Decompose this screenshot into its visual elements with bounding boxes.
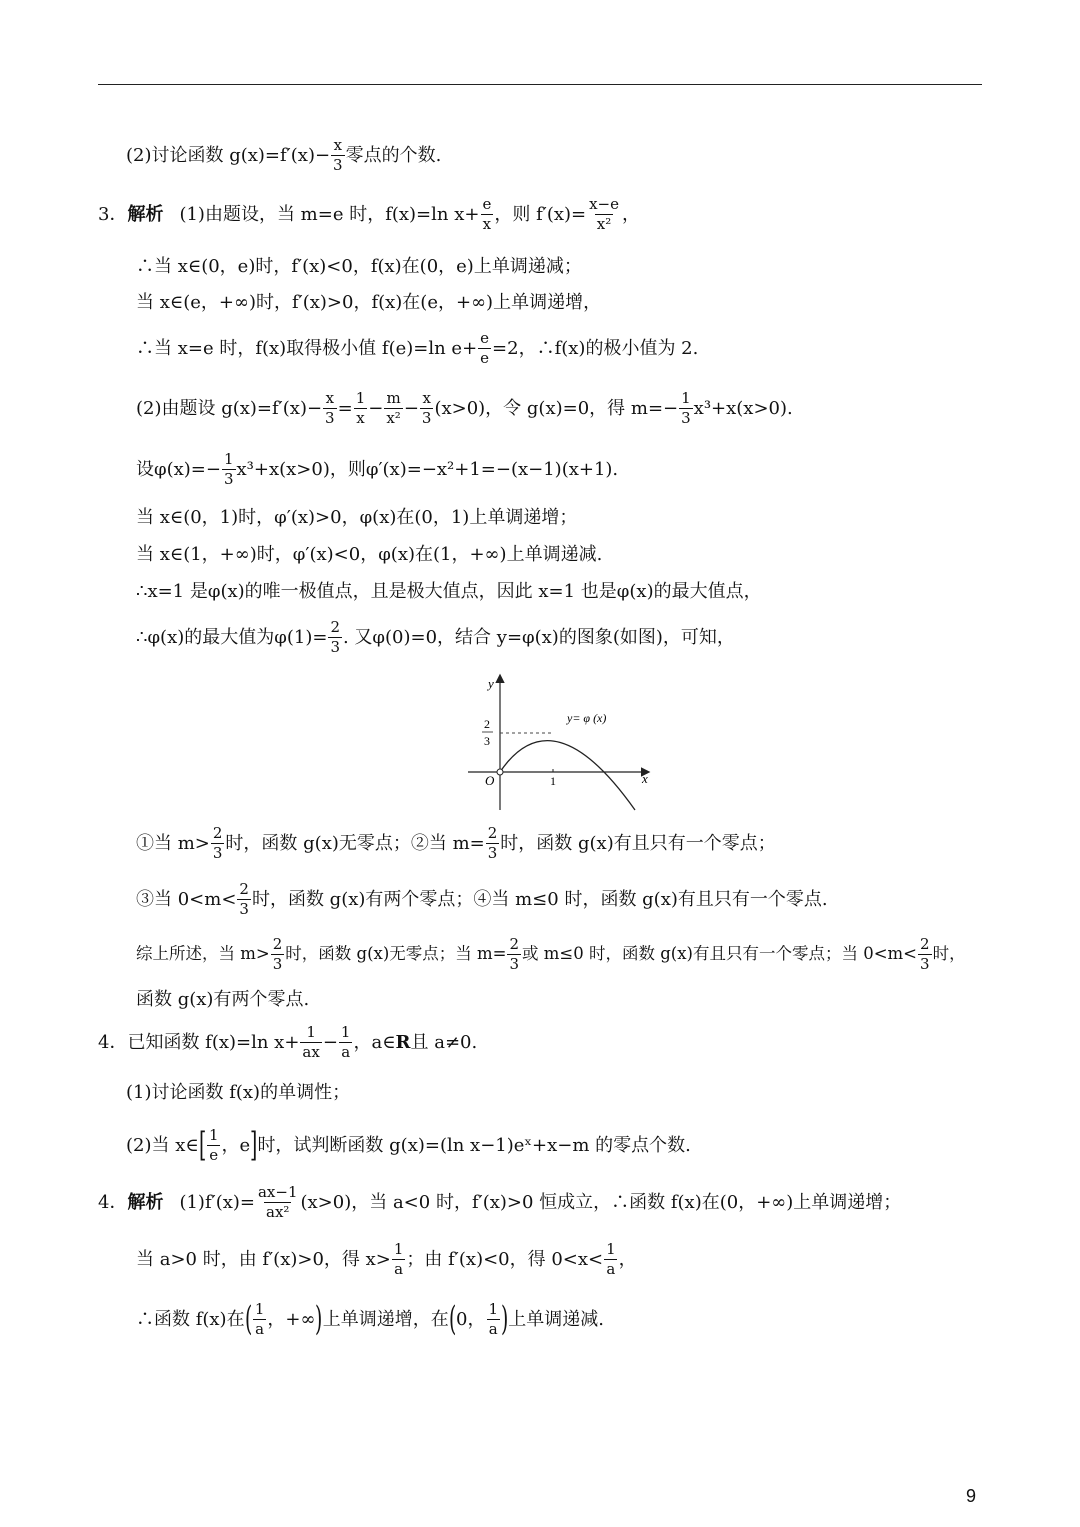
analysis-tag: 解析 (127, 1191, 164, 1213)
fraction (480, 197, 493, 232)
answer-3-line-6: 当 x∈(0，1)时，φ′(x)>0，φ(x)在(0，1)上单调递增； (136, 507, 578, 528)
fraction (237, 882, 251, 917)
fraction (271, 937, 285, 972)
answer-3-line-3 (136, 331, 698, 366)
origin-hollow-point (497, 769, 503, 775)
numerator: 2 (487, 824, 498, 842)
text: . 又φ(0)=0，结合 y=φ(x)的图象(如图)，可知， (342, 626, 735, 648)
text: 时，函数 g(x)有两个零点；④当 m≤0 时，函数 g(x)有且只有一个零点. (251, 888, 828, 910)
denominator: a (255, 1320, 265, 1338)
answer-3-line-11 (136, 882, 828, 917)
phi-curve (500, 741, 635, 810)
fraction (507, 937, 521, 972)
numerator: 2 (212, 824, 223, 842)
page-number: 9 (966, 1486, 977, 1506)
numerator: 1 (254, 1300, 265, 1318)
fraction (256, 1185, 300, 1220)
fraction (486, 1302, 500, 1337)
numerator: 1 (681, 389, 691, 407)
denominator: a (341, 1043, 351, 1061)
numerator: 1 (606, 1240, 616, 1258)
y-axis-label: y (488, 676, 494, 691)
curve-label: y= φ (x) (567, 711, 607, 725)
answer-3-line-5 (136, 452, 618, 487)
text: (2)由题设 g(x)=f′(x)− (136, 397, 323, 419)
text: = (337, 397, 353, 419)
answer-3-line-10 (136, 826, 776, 861)
denominator: x (356, 409, 365, 427)
numerator: x (325, 389, 335, 407)
answer-3-line-1: ∴当 x∈(0，e)时，f′(x)<0，f(x)在(0，e)上单调递减； (136, 256, 582, 277)
answer-4-line-2 (136, 1299, 605, 1340)
text: ，a∈ (353, 1031, 396, 1053)
text: (1)由题设，当 m=e 时，f(x)=ln x+ (179, 203, 480, 225)
numerator: 1 (306, 1023, 316, 1041)
text: 时，函数 g(x)无零点；②当 m= (225, 832, 485, 854)
denominator: 3 (239, 900, 249, 918)
text: 综上所述，当 m> (136, 944, 270, 964)
denominator: 3 (920, 955, 930, 973)
denominator: e (209, 1146, 219, 1164)
text: 上单调递增，在 (322, 1308, 449, 1330)
denominator: e (480, 349, 490, 367)
denominator: 3 (333, 156, 343, 174)
fraction (211, 826, 225, 861)
answer-4-line-1 (136, 1242, 637, 1277)
text: 时，函数 g(x)无零点；当 m= (285, 944, 507, 964)
text: ③当 0<m< (136, 888, 237, 910)
denominator: 3 (509, 955, 520, 973)
numerator: 1 (488, 1300, 499, 1318)
answer-3-line-2: 当 x∈(e，+∞)时，f′(x)>0，f(x)在(e，+∞)上单调递增， (136, 292, 602, 313)
fraction (918, 937, 932, 972)
text: ∴φ(x)的最大值为φ(1)= (136, 626, 328, 648)
text: − (322, 1031, 338, 1053)
numerator: 2 (330, 618, 340, 636)
fraction (392, 1242, 406, 1277)
denominator: a (488, 1320, 498, 1338)
item-number: 3． (98, 203, 128, 225)
denominator: x² (596, 215, 612, 233)
text: ， (622, 203, 640, 225)
text: − (403, 397, 419, 419)
denominator: a (606, 1260, 616, 1278)
origin-label: O (485, 773, 495, 788)
fraction (604, 1242, 618, 1277)
text: 时，试判断函数 g(x)=(ln x−1)eˣ+x−m 的零点个数. (257, 1134, 691, 1156)
text: ∴当 x=e 时，f(x)取得极小值 f(e)=ln e+ (136, 337, 478, 359)
question-4-part-2 (126, 1125, 691, 1166)
text: ，+∞ (267, 1308, 316, 1330)
numerator: 1 (340, 1023, 351, 1041)
fraction (253, 1302, 267, 1337)
numerator: 2 (239, 880, 249, 898)
answer-3-line-4 (136, 391, 793, 426)
right-paren-icon: ) (315, 1299, 323, 1340)
text: ∴函数 f(x)在 (136, 1308, 245, 1330)
answer-3-line-12 (136, 937, 966, 972)
text: =2，∴f(x)的极小值为 2. (492, 337, 699, 359)
denominator: 3 (487, 844, 498, 862)
fraction (679, 391, 693, 426)
left-paren-icon: ( (448, 1299, 457, 1340)
numerator: 1 (208, 1126, 219, 1144)
right-paren-icon: ) (501, 1299, 509, 1340)
denominator: ax² (266, 1203, 290, 1221)
bold-set-symbol: R (395, 1031, 411, 1053)
fraction (207, 1128, 221, 1163)
right-bracket-icon: ] (250, 1125, 258, 1166)
numerator: x (422, 389, 431, 407)
item-number: 4． (98, 1191, 128, 1213)
numerator: x−e (589, 195, 619, 213)
fraction (222, 452, 236, 487)
fraction (331, 138, 345, 173)
denominator: x² (386, 409, 401, 427)
numerator: 2 (509, 935, 520, 953)
left-paren-icon: ( (244, 1299, 252, 1340)
text: (1)f′(x)= (179, 1191, 255, 1213)
numerator: e (480, 329, 490, 347)
denominator: 3 (272, 955, 283, 973)
text: ， (618, 1248, 637, 1270)
fraction (300, 1025, 321, 1060)
denominator: a (394, 1260, 404, 1278)
text: 上单调递减. (508, 1308, 605, 1330)
text: ①当 m> (136, 832, 210, 854)
text: 且 a≠0. (410, 1031, 478, 1053)
numerator: 2 (272, 935, 283, 953)
text: x³+x(x>0). (693, 397, 793, 419)
text: ，e (221, 1134, 251, 1156)
text: (x>0)，当 a<0 时，f′(x)>0 恒成立，∴函数 f(x)在(0，+∞)上单调递增； (300, 1191, 902, 1213)
y-tick-numerator: 2 (484, 717, 490, 731)
numerator: e (482, 195, 492, 213)
left-bracket-icon: [ (198, 1125, 206, 1166)
denominator: 3 (681, 409, 691, 427)
text: 0， (456, 1308, 486, 1330)
text: 设φ(x)=− (136, 458, 221, 480)
text: 或 m≤0 时，函数 g(x)有且只有一个零点；当 0<m< (522, 944, 918, 964)
fraction (354, 391, 368, 426)
denominator: 3 (330, 638, 340, 656)
fraction (587, 197, 621, 232)
fraction (384, 391, 402, 426)
answer-3-line-8: ∴x=1 是φ(x)的唯一极值点，且是极大值点，因此 x=1 也是φ(x)的最大值点， (136, 581, 762, 602)
text: − (368, 397, 384, 419)
answer-3-heading (98, 197, 640, 232)
numerator: 2 (920, 935, 930, 953)
y-tick-denominator: 3 (484, 734, 490, 748)
fraction (323, 391, 337, 426)
numerator: 1 (393, 1240, 404, 1258)
numerator: x (333, 136, 343, 154)
denominator: ax (302, 1043, 320, 1061)
numerator: ax−1 (257, 1183, 298, 1201)
fraction (420, 391, 434, 426)
fraction (339, 1025, 353, 1060)
answer-3-line-9 (136, 620, 735, 655)
x-axis-label: x (642, 771, 648, 786)
text: (2)当 x∈ (126, 1134, 199, 1156)
denominator: 3 (223, 470, 234, 488)
numerator: 1 (355, 389, 366, 407)
item-number: 4． (98, 1031, 128, 1053)
numerator: m (386, 389, 401, 407)
answer-4-heading (98, 1185, 901, 1220)
answer-3-line-7: 当 x∈(1，+∞)时，φ′(x)<0，φ(x)在(1，+∞)上单调递减. (136, 544, 603, 565)
fraction (478, 331, 491, 366)
text: (x>0)，令 g(x)=0，得 m=− (434, 397, 679, 419)
text: ；由 f′(x)<0，得 0<x< (406, 1248, 604, 1270)
question-4-heading (98, 1025, 477, 1060)
text: x³+x(x>0)，则φ′(x)=−x²+1=−(x−1)(x+1). (236, 458, 619, 480)
text: 已知函数 f(x)=ln x+ (127, 1031, 300, 1053)
answer-3-line-13: 函数 g(x)有两个零点. (136, 989, 310, 1010)
fraction (328, 620, 342, 655)
x-tick-label: 1 (550, 774, 556, 788)
header-rule (98, 84, 982, 85)
text: 零点的个数. (345, 144, 442, 166)
denominator: 3 (212, 844, 223, 862)
denominator: 3 (421, 409, 432, 427)
denominator: 3 (325, 409, 335, 427)
text: 时，函数 g(x)有且只有一个零点； (500, 832, 776, 854)
text: 时， (932, 944, 966, 964)
question-2-part-2 (126, 138, 441, 173)
numerator: 1 (223, 450, 234, 468)
text: 当 a>0 时，由 f′(x)>0，得 x> (136, 1248, 391, 1270)
analysis-tag: 解析 (127, 203, 164, 225)
phi-function-graph (460, 670, 660, 815)
denominator: x (482, 215, 492, 233)
question-4-part-1: (1)讨论函数 f(x)的单调性； (126, 1082, 351, 1103)
text: (2)讨论函数 g(x)=f′(x)− (126, 144, 331, 166)
fraction (486, 826, 500, 861)
text: ，则 f′(x)= (494, 203, 587, 225)
